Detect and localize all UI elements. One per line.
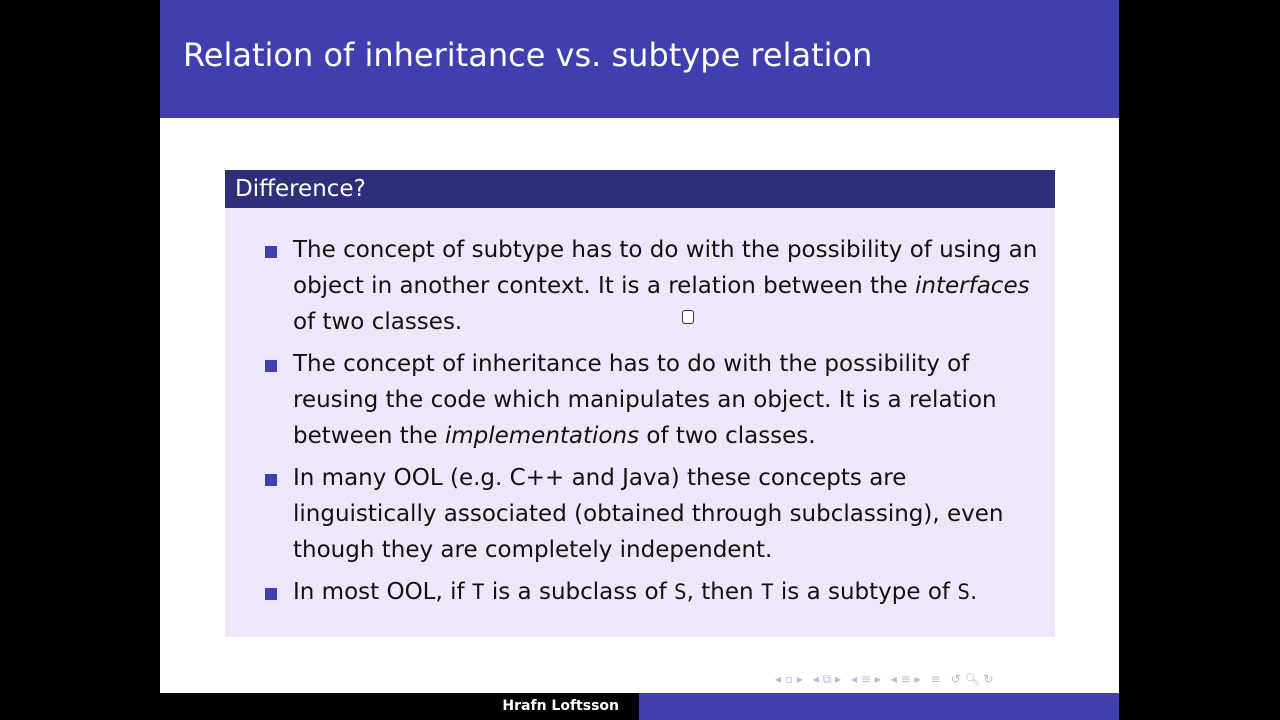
bullet-item	[225, 346, 1055, 454]
bullet-square-icon	[265, 246, 277, 258]
bullet-text: .	[969, 579, 978, 605]
bullet-text: , then	[686, 579, 761, 605]
bullet-text: The concept of inheritance has to do with the possibility of reusing the code which manipulates an object. It is a relation between the	[293, 351, 997, 449]
bullet-text: In most OOL, if	[293, 579, 472, 605]
bullet-item	[225, 574, 1055, 610]
bullet-text: is a subtype of	[773, 579, 958, 605]
bullet-text: The concept of subtype has to do with the possibility of using an object in another context. It is a relation between the	[293, 237, 1038, 299]
nav-search-icon[interactable]: ↺ 🔍︎ ↻	[950, 672, 994, 686]
bullet-square-icon	[265, 360, 277, 372]
bullet-text: T	[471, 580, 485, 604]
block-title: Difference?	[235, 176, 366, 202]
title-bar	[160, 0, 1119, 118]
bullet-text: of two classes.	[293, 309, 463, 335]
bullet-text: of two classes.	[639, 423, 816, 449]
bullet-item	[225, 232, 1055, 340]
nav-prev-section-icon[interactable]: ◂ ≡ ▸	[851, 672, 881, 686]
bullet-square-icon	[265, 588, 277, 600]
bullet-text: is a subclass of	[484, 579, 675, 605]
block-header	[225, 170, 1055, 208]
bullet-text: S	[957, 580, 970, 604]
nav-first-icon[interactable]: ◂ ▫ ▸	[775, 672, 803, 686]
nav-next-section-icon[interactable]: ◂ ≡ ▸	[890, 672, 921, 686]
bullet-text: S	[674, 580, 687, 604]
bullet-text: interfaces	[915, 273, 1030, 299]
footer-bar	[160, 693, 1119, 720]
bullet-list	[225, 232, 1055, 616]
beamer-navigation[interactable]	[775, 670, 994, 688]
bullet-text: T	[760, 580, 774, 604]
bullet-square-icon	[265, 474, 277, 486]
footer-author: Hrafn Loftsson	[502, 698, 619, 714]
slide-title: Relation of inheritance vs. subtype relation	[183, 36, 873, 74]
content-block	[225, 170, 1055, 637]
bullet-text: implementations	[444, 423, 640, 449]
footer-left	[160, 693, 639, 720]
bullet-item	[225, 460, 1055, 568]
bullet-text: In many OOL (e.g. C++ and Java) these concepts are linguistically associated (obtained through subclassing), even though they are completely independent.	[293, 465, 1004, 563]
hand-cursor-icon	[682, 310, 694, 324]
slide	[160, 0, 1119, 720]
nav-align-icon[interactable]: ≡	[930, 672, 941, 686]
nav-frame-icon[interactable]: ◂ ⧉ ▸	[812, 671, 842, 686]
